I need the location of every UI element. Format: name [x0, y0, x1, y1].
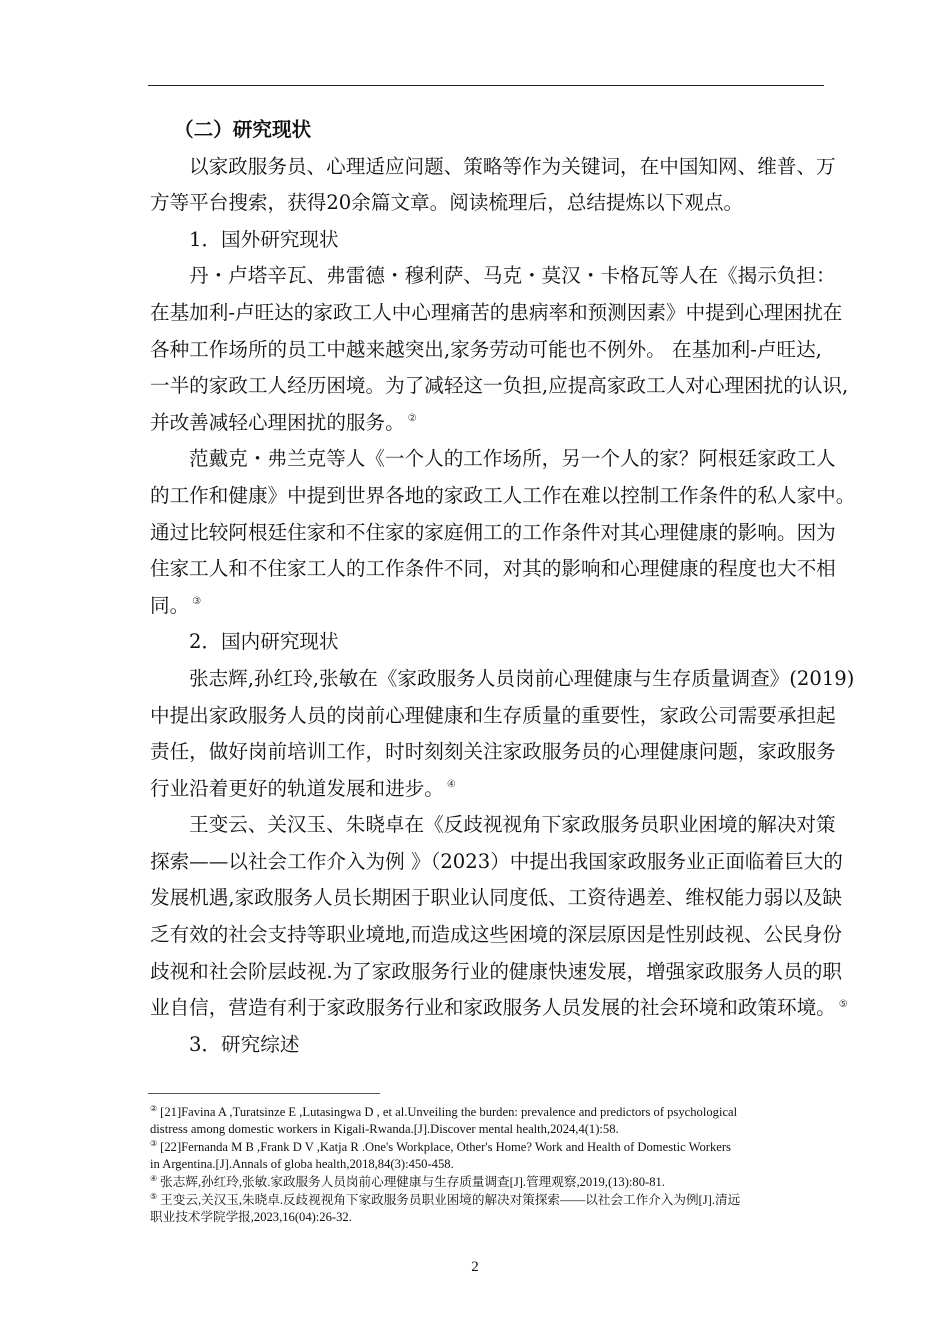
paragraph-line	[150, 588, 830, 625]
paragraph-line: 中提出家政服务人员的岗前心理健康和生存质量的重要性，家政公司需要承担起	[150, 703, 836, 727]
section-heading: （二）研究现状	[174, 118, 312, 141]
paragraph-line: 王变云、关汉玉、朱晓卓在《反歧视视角下家政服务员职业困境的解决对策	[189, 813, 836, 837]
paragraph-line: 各种工作场所的员工中越来越突出,家务劳动可能也不例外。 在基加利-卢旺达,	[150, 337, 822, 361]
intro-line: 方等平台搜索，获得20余篇文章。阅读梳理后，总结提炼以下观点。	[150, 191, 744, 215]
paragraph-line: 的工作和健康》中提到世界各地的家政工人工作在难以控制工作条件的私人家中。	[150, 483, 856, 507]
footnote-text: [21]Favina A ,Turatsinze E ,Lutasingwa D , et al.Unveiling the burden: prevalence and predictors of psychological	[160, 1105, 738, 1119]
paragraph-line: 探索——以社会工作介入为例 》（2023）中提出我国家政服务业正面临着巨大的	[150, 849, 843, 873]
document-body	[150, 112, 856, 1063]
footnote-reference[interactable]: ④	[446, 779, 456, 791]
paragraph-line: 责任，做好岗前培训工作，时时刻刻关注家政服务员的心理健康问题，家政服务	[150, 740, 836, 764]
paragraph-line: 范戴克・弗兰克等人《一个人的工作场所，另一个人的家？阿根廷家政工人	[189, 447, 836, 471]
paragraph-text: 业自信，营造有利于家政服务行业和家政服务人员发展的社会环境和政策环境。	[150, 996, 836, 1020]
footnote-text: 王变云,关汉玉,朱晓卓.反歧视视角下家政服务员职业困境的解决对策探索——以社会工作介入为例[J].清远	[160, 1193, 741, 1207]
footnote-separator	[148, 1093, 380, 1094]
footnote	[150, 1104, 830, 1138]
page-number: 2	[471, 1259, 479, 1275]
paragraph-line: 张志辉,孙红玲,张敏在《家政服务人员岗前心理健康与生存质量调查》(2019)	[189, 666, 855, 690]
footnote-line	[150, 1192, 830, 1209]
paragraph-text: 同。	[150, 593, 190, 617]
intro-line: 以家政服务员、心理适应问题、策略等作为关键词，在中国知网、维普、万	[189, 154, 836, 178]
subsection-title-summary: 3．研究综述	[189, 1032, 300, 1056]
footnote-line: distress among domestic workers in Kigali-Rwanda.[J].Discover mental health,2024,4(1):58.	[150, 1122, 619, 1136]
footnote-line: 职业技术学院学报,2023,16(04):26-32.	[150, 1210, 352, 1224]
paragraph-text: 行业沿着更好的轨道发展和进步。	[150, 776, 444, 800]
paragraph-line: 发展机遇,家政服务人员长期困于职业认同度低、工资待遇差、维权能力弱以及缺	[150, 886, 843, 910]
footnote-mark: ③	[150, 1138, 158, 1148]
footnotes	[150, 1104, 830, 1227]
paragraph-line: 一半的家政工人经历困境。为了减轻这一负担,应提高家政工人对心理困扰的认识,	[150, 374, 849, 398]
footnote-mark: ②	[150, 1103, 158, 1113]
footnote-line	[150, 1174, 830, 1191]
paragraph-line: 乏有效的社会支持等职业境地,而造成这些困境的深层原因是性别歧视、公民身份	[150, 923, 843, 947]
paragraph-line: 通过比较阿根廷住家和不住家的家庭佣工的工作条件对其心理健康的影响。因为	[150, 520, 836, 544]
footnote-mark: ④	[150, 1173, 158, 1183]
paragraph-line	[150, 771, 830, 808]
footnote-line	[150, 1104, 830, 1121]
footnote	[150, 1174, 830, 1191]
footnote	[150, 1139, 830, 1173]
paragraph-line: 住家工人和不住家工人的工作条件不同，对其的影响和心理健康的程度也大不相	[150, 557, 836, 581]
footnote-line	[150, 1139, 830, 1156]
footnote	[150, 1192, 830, 1226]
subsection-title-domestic: 2．国内研究现状	[189, 630, 339, 654]
footnote-mark: ⑤	[150, 1191, 158, 1201]
footnote-reference[interactable]: ⑤	[838, 998, 848, 1010]
paragraph-line	[150, 405, 830, 442]
footnote-text: [22]Fernanda M B ,Frank D V ,Katja R .One's Workplace, Other's Home? Work and Health of Domestic Workers	[160, 1140, 731, 1154]
paragraph-line	[150, 990, 848, 1027]
paragraph-line: 在基加利-卢旺达的家政工人中心理痛苦的患病率和预测因素》中提到心理困扰在	[150, 300, 843, 324]
paragraph-line: 丹・卢塔辛瓦、弗雷德・穆利萨、马克・莫汉・卡格瓦等人在《揭示负担：	[189, 264, 836, 288]
footnote-reference[interactable]: ③	[192, 596, 202, 608]
footnote-reference[interactable]: ②	[407, 413, 417, 425]
header-rule	[148, 85, 824, 86]
paragraph-text: 并改善减轻心理困扰的服务。	[150, 410, 405, 434]
footnote-text: 张志辉,孙红玲,张敏.家政服务人员岗前心理健康与生存质量调查[J].管理观察,2019,(13):80-81.	[160, 1175, 665, 1189]
footnote-line: in Argentina.[J].Annals of globa health,2018,84(3):450-458.	[150, 1157, 454, 1171]
paragraph-line: 歧视和社会阶层歧视.为了家政服务行业的健康快速发展，增强家政服务人员的职	[150, 959, 843, 983]
subsection-title-foreign: 1．国外研究现状	[189, 227, 339, 251]
